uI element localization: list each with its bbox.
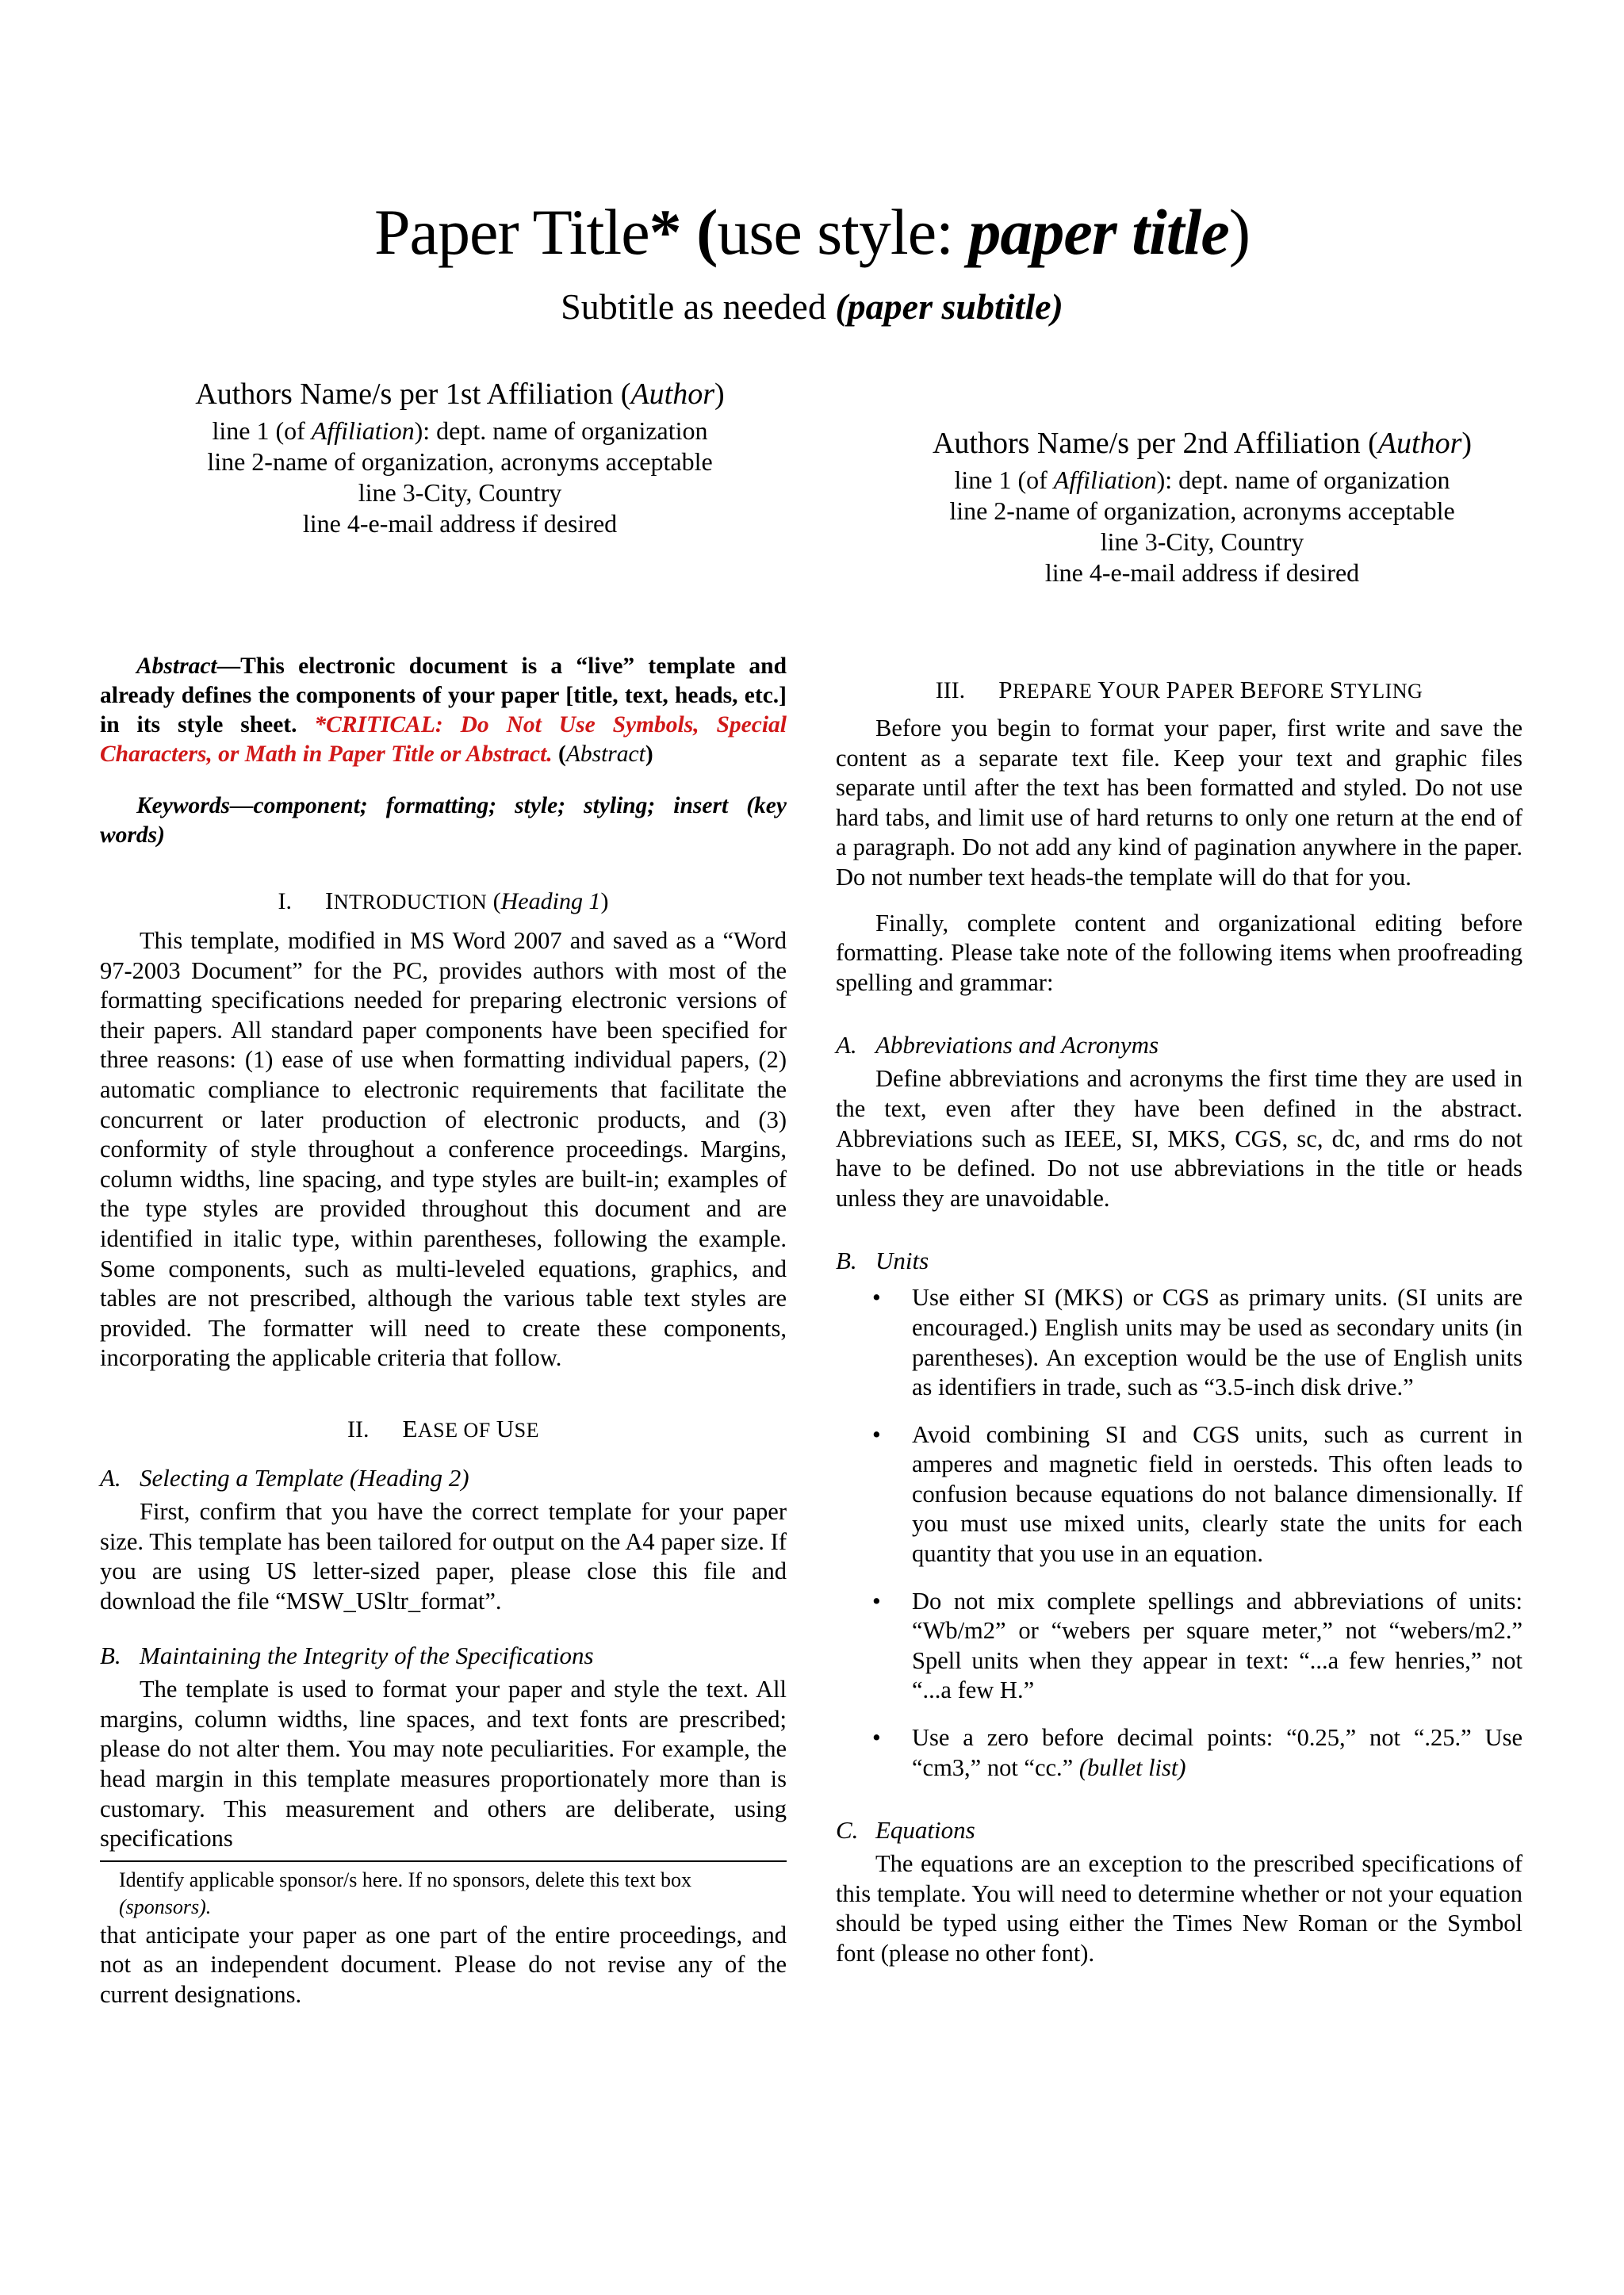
subtitle-style: (paper subtitle) — [835, 286, 1063, 327]
footnote-divider — [100, 1860, 787, 1862]
author-name-1: Authors Name/s per 1st Affiliation (Author) — [195, 377, 725, 411]
list-item: • Avoid combining SI and CGS units, such as current in amperes and magnetic field in oersteds. This often leads to confusion because equations do not balance dimensionally. If you must use mixed units, clearly state the units for each quantity that you use in an equation. — [872, 1420, 1522, 1568]
title-close: ) — [1228, 196, 1251, 268]
section-heading-prepare-paper: III. PREPARE YOUR PAPER BEFORE STYLING — [935, 676, 1423, 703]
author-2-line-4: line 4-e-mail address if desired — [1044, 558, 1360, 587]
abstract-style: Abstract — [565, 741, 645, 767]
prepare-paper-paragraph-1: Before you begin to format your paper, first write and save the content as a separate text file. Keep your text and graphic files separate until after the text has been formatted and styled. Do not use hard tabs, and limit use of hard returns to only one return at the end of a paragraph. Do not add any kind of pagination anywhere in the paper. Do not number text heads-the template will do that for you. — [836, 715, 1522, 891]
section-heading-ease-of-use: II. EASE OF USE — [347, 1414, 539, 1443]
keywords-text: —component; formatting; style; styling; insert (key words) — [100, 793, 787, 848]
section-heading-introduction: I. INTRODUCTION (Heading 1) — [278, 887, 609, 914]
bullet-icon: • — [872, 1724, 881, 1752]
list-item: • Use a zero before decimal points: “0.25,” not “.25.” Use “cm3,” not “cc.” (bullet list) — [872, 1724, 1522, 1781]
right-column — [836, 674, 1522, 1969]
subheading-selecting-template: A. Selecting a Template (Heading 2) — [100, 1463, 469, 1492]
selecting-template-paragraph: First, confirm that you have the correct template for your paper size. This template has been tailored for output on the A4 paper size. If you are using US letter-sized paper, please close this file and download the file “MSW_USltr_format”. — [100, 1497, 787, 1615]
author-1-line-1: line 1 (of Affiliation): dept. name of organization — [212, 416, 708, 445]
author-2-line-1: line 1 (of Affiliation): dept. name of organization — [954, 466, 1450, 494]
title-main: Paper Title — [373, 196, 649, 268]
maintaining-integrity-paragraph: The template is used to format your paper and style the text. All margins, column widths, line spaces, and text fonts are prescribed; please do not alter them. You may note peculiarities. For example, the head margin in this template measures proportionately more than is customary. This measurement and others are deliberate, using specifications — [100, 1676, 787, 1852]
author-1-line-3: line 3-City, Country — [358, 478, 562, 507]
author-1-line-2: line 2-name of organization, acronyms acceptable — [207, 447, 713, 476]
introduction-paragraph: This template, modified in MS Word 2007 and saved as a “Word 97-2003 Document” for the PC, provides authors with most of the formatting specifications needed for preparing electronic versions of their papers. All standard paper components have been specified for three reasons: (1) ease of use when formatting individual papers, (2) automatic compliance to electronic requirements that facilitate the concurrent or later production of electronic products, and (3) conformity of style throughout a conference proceedings. Margins, column widths, line spacing, and type styles are built-in; examples of the type styles are provided throughout this document and are identified in italic type, within parentheses, following the example. Some components, such as multi-leveled equations, graphics, and tables are not prescribed, although the various table text styles are provided. The formatter will need to create these components, incorporating the applicable criteria that follow. — [100, 927, 787, 1372]
bullet-icon: • — [872, 1284, 881, 1312]
abbreviations-paragraph: Define abbreviations and acronyms the first time they are used in the text, even after they have been defined in the abstract. Abbreviations such as IEEE, SI, MKS, CGS, sc, dc, and rms do not have to be defined. Do not use abbreviations in the title or heads unless they are unavoidable. — [836, 1065, 1522, 1212]
title-use-style: use style: — [717, 196, 969, 268]
author-2-line-3: line 3-City, Country — [1100, 527, 1304, 556]
subheading-maintaining-integrity: B. Maintaining the Integrity of the Specifications — [100, 1642, 594, 1670]
title-style-name: paper title — [968, 196, 1229, 268]
author-1-line-4: line 4-e-mail address if desired — [302, 509, 618, 538]
paper-title — [0, 189, 1624, 276]
keywords — [100, 791, 787, 850]
units-bullet-list — [836, 1283, 1522, 1783]
subheading-equations: C. Equations — [836, 1816, 975, 1845]
abstract-label: Abstract — [136, 653, 217, 679]
keywords-label: Keywords — [136, 793, 230, 818]
subheading-units: B. Units — [836, 1247, 929, 1275]
abstract-text: —This electronic document is a “live” template and already defines the components of your paper [title, text, heads, etc.] in its style sheet. — [100, 653, 787, 738]
author-name-2: Authors Name/s per 2nd Affiliation (Author) — [932, 427, 1473, 460]
abstract: Abstract—This electronic document is a “live” template and already defines the components of your paper [title, text, heads, etc.] in its style sheet. *CRITICAL: Do Not Use Symbols, Special Characters, or Math in Paper Title or Abstract. (Abstract) — [100, 653, 787, 767]
paper-subtitle — [0, 282, 1624, 332]
bullet-icon: • — [872, 1587, 881, 1615]
prepare-paper-paragraph-2: Finally, complete content and organizational editing before formatting. Please take note of the following items when proofreading spelling and grammar: — [836, 909, 1522, 996]
list-item: • Do not mix complete spellings and abbreviations of units: “Wb/m2” or “webers per square meter,” not “webers/m2.” Spell units when they appear in text: “...a few henries,” not “...a few H.” — [872, 1587, 1522, 1704]
subtitle-text: Subtitle as needed — [561, 286, 836, 327]
author-block-2 — [885, 422, 1519, 588]
equations-paragraph: The equations are an exception to the prescribed specifications of this template. You will need to determine whether or not your equation should be typed using either the Times New Roman or the Symbol font (please no other font). — [836, 1850, 1522, 1967]
title-star: * ( — [649, 196, 718, 268]
subheading-abbreviations: A. Abbreviations and Acronyms — [836, 1031, 1159, 1059]
sponsor-footnote: Identify applicable sponsor/s here. If no sponsors, delete this text box (sponsors). — [119, 1868, 692, 1918]
abstract-critical: *CRITICAL: Do Not Use Symbols, Special Characters, or Math in Paper Title or Abstract — [100, 712, 787, 767]
author-2-line-2: line 2-name of organization, acronyms acceptable — [949, 496, 1455, 525]
list-item: • Use either SI (MKS) or CGS as primary units. (SI units are encouraged.) English units may be used as secondary units (in parentheses). An exception would be the use of English units as identifiers in trade, such as “3.5-inch disk drive.” — [872, 1284, 1522, 1401]
bullet-icon: • — [872, 1420, 881, 1448]
left-column — [100, 652, 787, 2010]
author-block-1 — [143, 373, 777, 539]
maintaining-integrity-paragraph-continued: that anticipate your paper as one part of the entire proceedings, and not as an independent document. Please do not revise any of the current designations. — [100, 1921, 787, 2009]
